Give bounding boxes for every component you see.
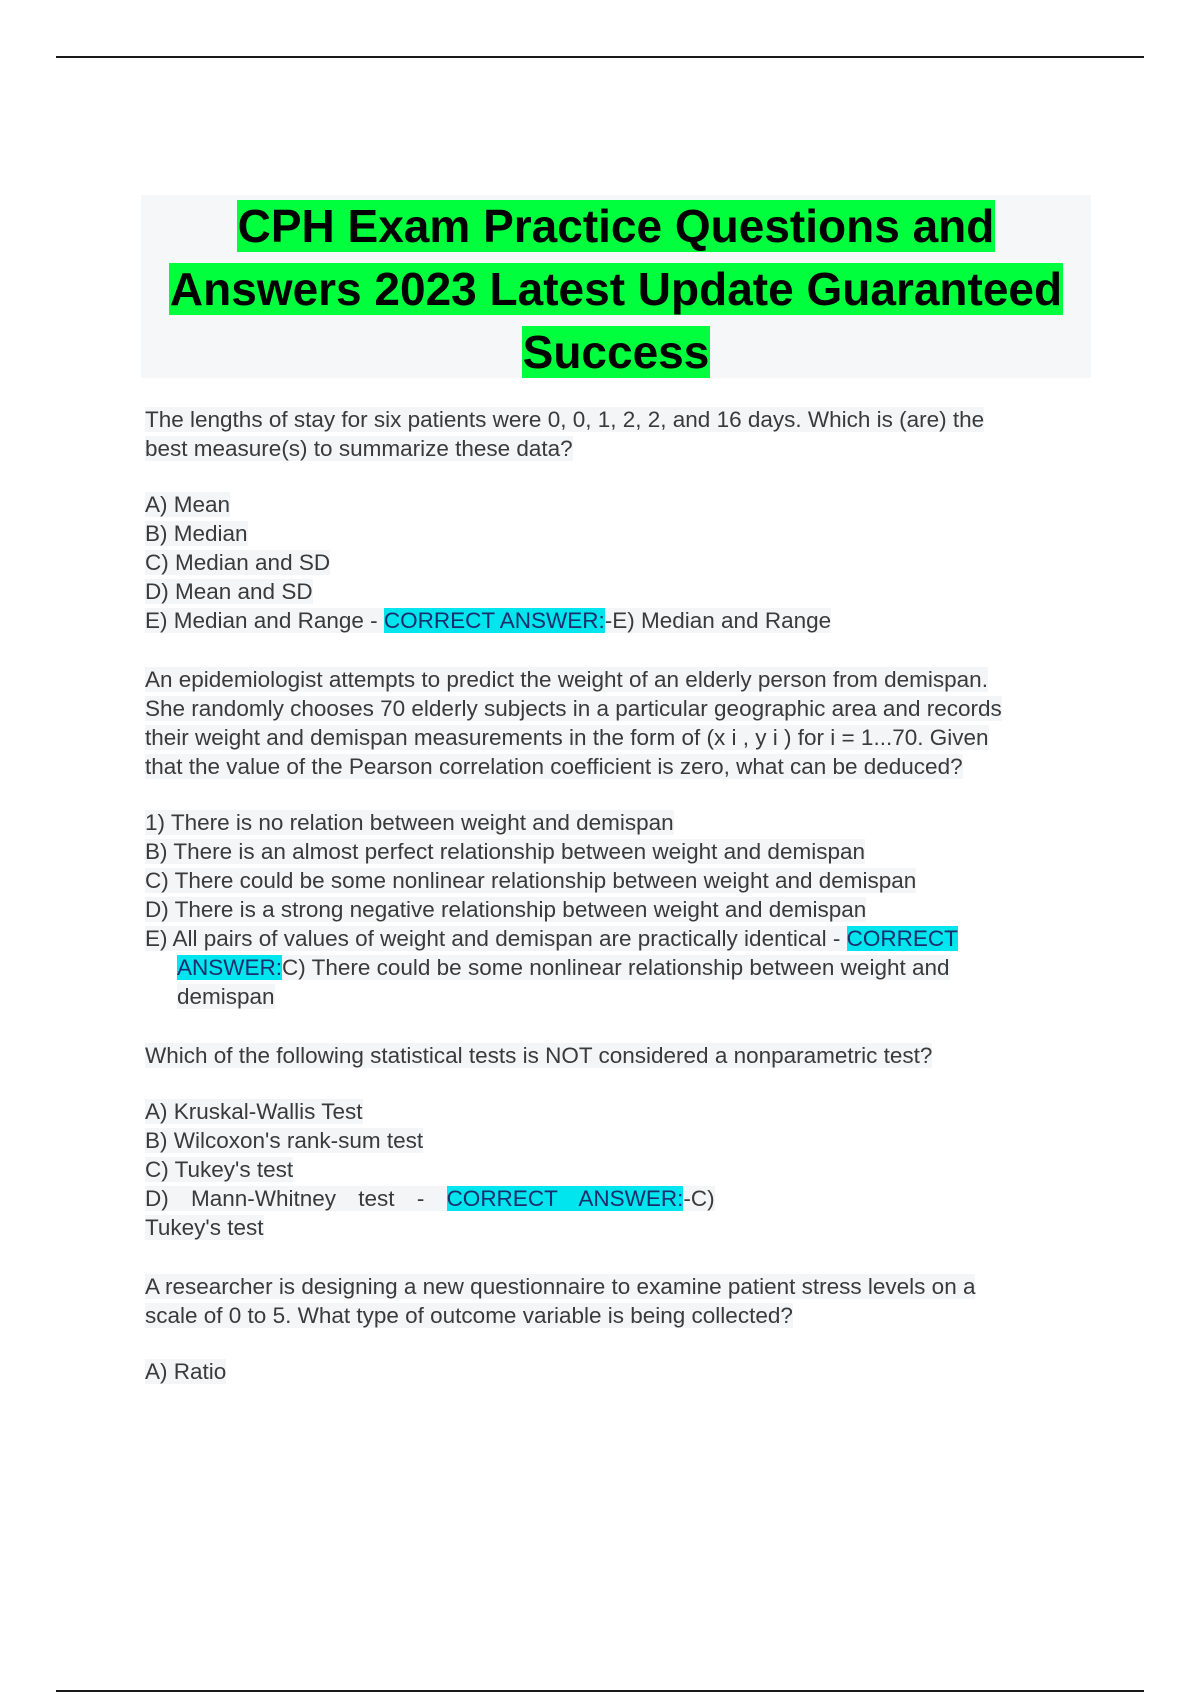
bottom-rule (56, 1690, 1144, 1692)
question-2-option-d: D) There is a strong negative relationship between weight and demispan (145, 897, 867, 922)
question-1-option-e (145, 606, 1075, 635)
question-2 (145, 665, 1075, 1011)
question-3-option-d (145, 1184, 1075, 1213)
question-1-option-c: C) Median and SD (145, 550, 331, 575)
question-2-option-b: B) There is an almost perfect relationship between weight and demispan (145, 839, 865, 864)
question-3-answer-text-line-2: Tukey's test (145, 1215, 264, 1240)
question-3-option-b: B) Wilcoxon's rank-sum test (145, 1128, 424, 1153)
top-rule (56, 56, 1144, 58)
question-3 (145, 1041, 1075, 1242)
question-4-prompt-line-2: scale of 0 to 5. What type of outcome variable is being collected? (145, 1303, 793, 1328)
question-3-option-c: C) Tukey's test (145, 1157, 294, 1182)
question-2-option-1: 1) There is no relation between weight and demispan (145, 810, 674, 835)
question-1-option-e-text: E) Median and Range - (145, 608, 384, 633)
title-line-2: Answers 2023 Latest Update Guaranteed (169, 263, 1063, 315)
question-2-option-e-text: E) All pairs of values of weight and demispan are practically identical - (145, 926, 847, 951)
question-2-answer-marker-part-1: CORRECT (846, 926, 958, 951)
question-1-prompt-line-2: best measure(s) to summarize these data? (145, 436, 573, 461)
question-3-prompt-line-1: Which of the following statistical tests is NOT considered a nonparametric test? (145, 1043, 933, 1068)
title-line-3: Success (522, 326, 710, 378)
question-1-answer-marker: CORRECT ANSWER: (383, 608, 605, 633)
question-2-answer-marker-part-2: ANSWER: (177, 955, 283, 980)
question-1 (145, 405, 1075, 635)
question-2-option-c: C) There could be some nonlinear relationship between weight and demispan (145, 868, 917, 893)
question-4-option-a: A) Ratio (145, 1359, 227, 1384)
title-line-1: CPH Exam Practice Questions and (237, 200, 995, 252)
question-3-answer-text: -C) (683, 1186, 715, 1211)
question-3-option-a: A) Kruskal-Wallis Test (145, 1099, 363, 1124)
question-1-option-b: B) Median (145, 521, 248, 546)
question-1-option-d: D) Mean and SD (145, 579, 313, 604)
question-4-prompt-line-1: A researcher is designing a new questionnaire to examine patient stress levels on a (145, 1274, 976, 1299)
document-title (141, 195, 1091, 378)
question-2-prompt-line-3: their weight and demispan measurements in the form of (x i , y i ) for i = 1...70. Given (145, 725, 989, 750)
question-list (145, 405, 1075, 1386)
question-4 (145, 1272, 1075, 1386)
question-3-option-d-text: D) Mann-Whitney test - (145, 1186, 447, 1211)
question-2-prompt-line-1: An epidemiologist attempts to predict the weight of an elderly person from demispan. (145, 667, 988, 692)
question-2-prompt-line-2: She randomly chooses 70 elderly subjects in a particular geographic area and records (145, 696, 1002, 721)
question-1-answer-text: -E) Median and Range (604, 608, 832, 633)
question-2-option-e (145, 924, 1075, 953)
question-1-prompt-line-1: The lengths of stay for six patients were 0, 0, 1, 2, 2, and 16 days. Which is (are) the (145, 407, 985, 432)
question-2-answer-text-line-1: C) There could be some nonlinear relationship between weight and (282, 955, 950, 980)
question-1-option-a: A) Mean (145, 492, 231, 517)
question-2-prompt-line-4: that the value of the Pearson correlation coefficient is zero, what can be deduced? (145, 754, 963, 779)
question-2-answer-line-1 (145, 953, 1075, 982)
question-2-answer-text-line-2: demispan (177, 984, 275, 1009)
question-3-answer-marker: CORRECT ANSWER: (446, 1186, 684, 1211)
